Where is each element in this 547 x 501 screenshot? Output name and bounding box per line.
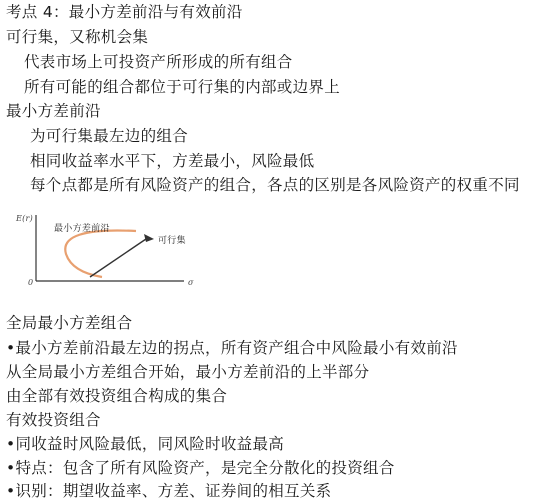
section-title: 考点 4：最小方差前沿与有效前沿 <box>6 3 243 21</box>
efficient-portfolio-item: •识别：期望收益率、方差、证券间的相互关系 <box>6 482 332 500</box>
feasible-set-heading: 可行集，又称机会集 <box>6 28 149 46</box>
gmv-item: 由全部有效投资组合构成的集合 <box>6 387 228 405</box>
gmv-item: 从全局最小方差组合开始，最小方差前沿的上半部分 <box>6 363 370 381</box>
arrow-head-icon <box>144 234 154 242</box>
min-variance-frontier-figure <box>6 209 236 291</box>
min-variance-frontier-item: 为可行集最左边的组合 <box>30 127 189 145</box>
origin-label: 0 <box>28 278 34 287</box>
efficient-portfolio-item: •同收益时风险最低，同风险时收益最高 <box>6 435 285 453</box>
feasible-set-label: 可行集 <box>158 236 186 246</box>
efficient-portfolio-item: •特点：包含了所有风险资产，是完全分散化的投资组合 <box>6 459 395 477</box>
y-axis-label: E(r) <box>16 214 34 223</box>
feasible-set-arrow <box>90 239 146 277</box>
frontier-label: 最小方差前沿 <box>54 224 110 234</box>
min-variance-frontier-item: 每个点都是所有风险资产的组合，各点的区别是各风险资产的权重不同 <box>30 176 520 194</box>
min-variance-frontier-heading: 最小方差前沿 <box>6 102 101 120</box>
feasible-set-item: 所有可能的组合都位于可行集的内部或边界上 <box>24 78 341 96</box>
min-variance-frontier-item: 相同收益率水平下，方差最小，风险最低 <box>30 152 315 170</box>
x-axis-label: σ <box>188 278 194 287</box>
frontier-diagram <box>6 209 236 291</box>
gmv-heading: 全局最小方差组合 <box>6 314 133 332</box>
gmv-item: •最小方差前沿最左边的拐点，所有资产组合中风险最小有效前沿 <box>6 339 458 357</box>
efficient-portfolio-heading: 有效投资组合 <box>6 411 101 429</box>
feasible-set-item: 代表市场上可投资产所形成的所有组合 <box>24 53 293 71</box>
